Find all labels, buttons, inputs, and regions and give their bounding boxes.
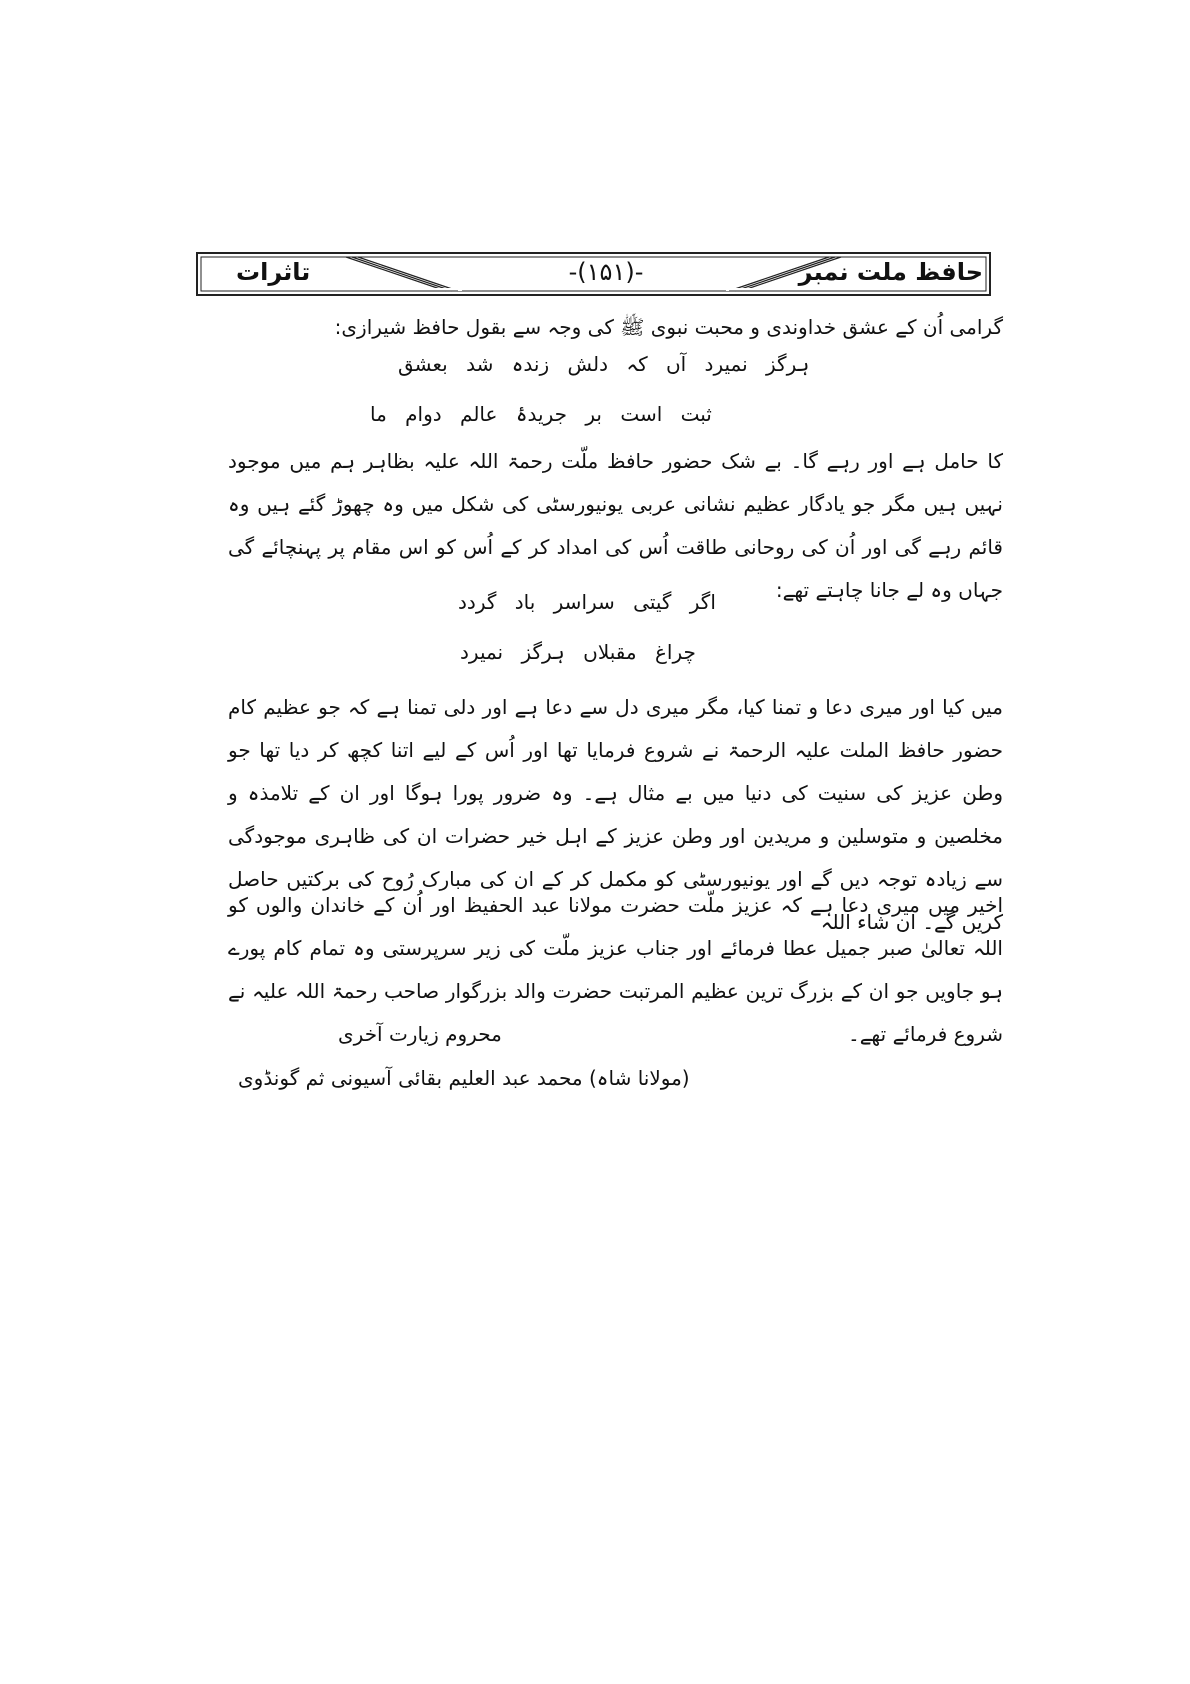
verse-1-line-1: ہرگز نمیرد آں کہ دلش زندہ شد بعشق — [398, 352, 810, 376]
verse-2-line-2: چراغ مقبلاں ہرگز نمیرد — [460, 640, 696, 664]
paragraph-2-text: کا حامل ہے اور رہے گا۔ بے شک حضور حافظ ملّت رحمۃ اللہ علیہ بظاہر ہم میں موجود نہیں ہیں مگر جو یادگار عظیم نشانی عربی یونیورسٹی کی شکل میں وہ چھوڑ گئے ہیں وہ قائم رہے گی اور اُن کی روحانی طاقت اُس کی امداد کر کے اُس کو اس مقام پر پہنچائے گی جہاں وہ لے جانا چاہتے تھے: — [228, 449, 1003, 602]
paragraph-4-text: اخیر میں میری دعا ہے کہ عزیز ملّت حضرت مولانا عبد الحفیظ اور اُن کے خاندان والوں کو اللہ تعالیٰ صبر جمیل عطا فرمائے اور جناب عزیز ملّت کی زیر سرپرستی وہ تمام کام پورے ہو جاویں جو ان کے بزرگ ترین عظیم المرتبت حضرت والد بزرگوار صاحب رحمۃ اللہ علیہ نے شروع فرمائے تھے۔ — [228, 893, 1003, 1046]
verse-1-line-2: ثبت است بر جریدۂ عالم دوام ما — [370, 402, 712, 426]
verse-2-line-1: اگر گیتی سراسر باد گردد — [458, 590, 716, 614]
issue-title: حافظ ملت نمبر — [798, 258, 983, 286]
paragraph-1-text: گرامی اُن کے عشق خداوندی و محبت نبوی ﷺ کی وجہ سے بقول حافظ شیرازی: — [334, 315, 1003, 339]
paragraph-3-text: میں کیا اور میری دعا و تمنا کیا، مگر میری دل سے دعا ہے اور دلی تمنا ہے کہ جو عظیم کام حضور حافظ الملت علیہ الرحمۃ نے شروع فرمایا تھا اور اُس کے لیے اتنا کچھ کر دیا تھا جو وطن عزیز کی سنیت کی دنیا میں بے مثال ہے۔ وہ ضرور پورا ہوگا اور ان کے تلامذہ و مخلصین و متوسلین و مریدین اور وطن عزیز کے اہل خیر حضرات ان کی ظاہری موجودگی سے زیادہ توجہ دیں گے اور یونیورسٹی کو مکمل کر کے ان کی مبارک رُوح کی برکتیں حاصل کریں گے۔ ان شاء اللہ — [228, 695, 1003, 934]
paragraph-1 — [228, 306, 1003, 349]
signature-line-2: (مولانا شاہ) محمد عبد العلیم بقائی آسیونی ثم گونڈوی — [238, 1066, 690, 1090]
paragraph-2 — [228, 440, 1003, 612]
page-number: -(۱۵۱)- — [568, 258, 644, 286]
signature-line-1: محروم زیارت آخری — [338, 1022, 502, 1046]
page-header — [196, 252, 991, 296]
section-title: تاثرات — [236, 258, 311, 286]
